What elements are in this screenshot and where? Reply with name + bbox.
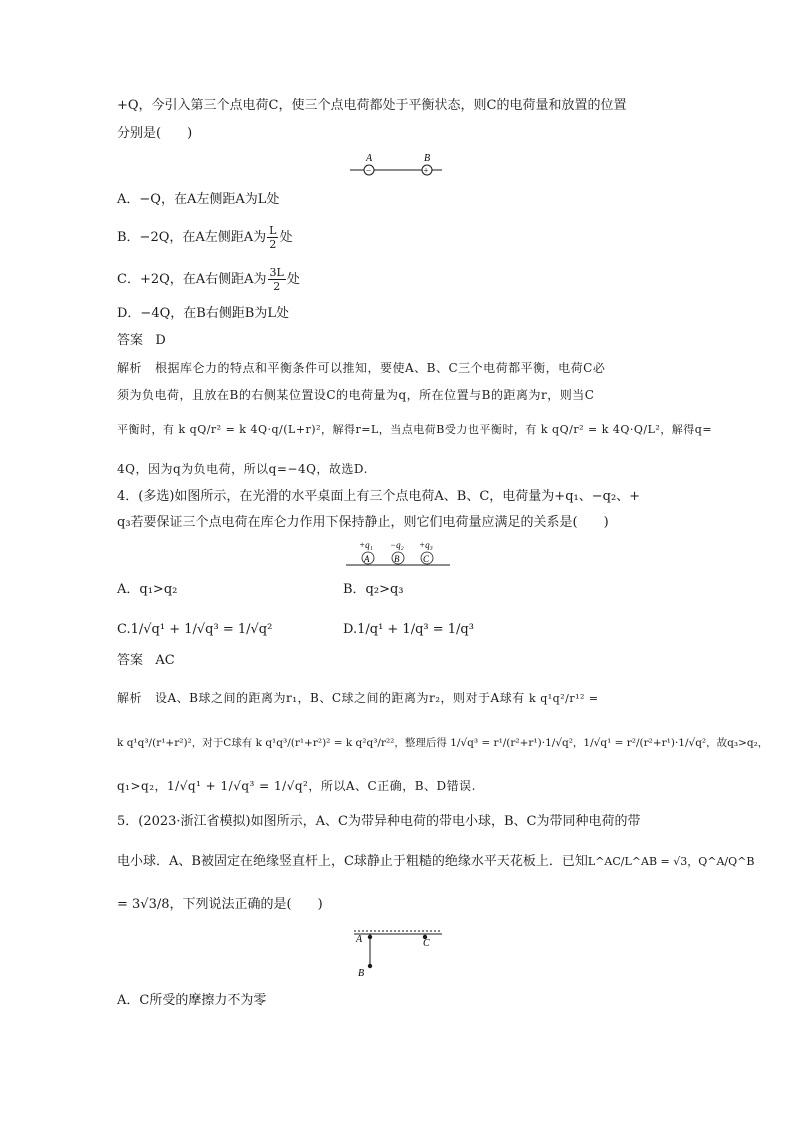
q4-figure-label-c: C [423, 554, 430, 564]
q4-analysis-line3: q₁>q₂，1/√q¹ + 1/√q³ = 1/√q²，所以A、C正确，B、D错误. [117, 779, 476, 793]
q4-stem-line2: q₃若要保证三个点电荷在库仑力作用下保持静止，则它们电荷量应满足的关系是( ) [117, 515, 609, 530]
q4-figure [342, 537, 452, 569]
q4-analysis-line1: 解析 设A、B球之间的距离为r₁，B、C球之间的距离为r₂，则对于A球有 k q¹q²/r¹² = [117, 691, 599, 705]
q4-option-c: C.1/√q¹ + 1/√q³ = 1/√q² [117, 622, 273, 637]
q3-stem-line1: +Q，今引入第三个点电荷C，使三个点电荷都处于平衡状态，则C的电荷量和放置的位置 [117, 98, 627, 113]
q5-figure-label-a: A [356, 934, 363, 945]
q4-option-a: A．q₁>q₂ [117, 582, 178, 597]
q4-option-b: B．q₂>q₃ [343, 582, 404, 597]
q3-analysis-line1: 解析 根据库仑力的特点和平衡条件可以推知，要使A、B、C三个电荷都平衡，电荷C必 [117, 361, 606, 375]
q4-figure-charge-a: +q₁ [359, 540, 373, 550]
q5-figure [348, 926, 448, 982]
q3-answer: 答案 D [117, 333, 166, 348]
q4-figure-label-a: A [364, 554, 370, 564]
q3-figure-sign-b: + [423, 165, 429, 176]
q3-option-d: D．−4Q，在B右侧距B为L处 [117, 306, 289, 321]
q5-figure-label-c: C [423, 938, 430, 949]
q5-option-a: A．C所受的摩擦力不为零 [117, 993, 267, 1008]
q3-figure-label-b: B [424, 153, 431, 164]
q3-option-b: B．−2Q，在A左侧距A为 $\frac{L}{2}$ 处 [117, 224, 293, 251]
q3-figure-label-a: A [366, 153, 373, 164]
q5-stem-line1: 5．(2023·浙江省模拟)如图所示，A、C为带异种电荷的带电小球，B、C为带同种电荷的带 [117, 814, 641, 829]
q4-figure-charge-b: −q₂ [390, 540, 404, 550]
q4-figure-label-b: B [394, 554, 400, 564]
q5-figure-label-b: B [358, 968, 365, 979]
q3-figure [346, 150, 446, 178]
q4-figure-charge-c: +q₃ [419, 540, 433, 550]
q3-option-a: A．−Q，在A左侧距A为L处 [117, 192, 280, 207]
q3-analysis-line4: 4Q，因为q为负电荷，所以q=−4Q，故选D. [117, 462, 368, 476]
q4-option-d: D.1/q¹ + 1/q³ = 1/q³ [343, 622, 474, 637]
q3-option-c: C．+2Q，在A右侧距A为 $\frac{3L}{2}$ 处 [117, 266, 300, 293]
q4-analysis-line2: k q¹q³/(r¹+r²)²，对于C球有 k q¹q³/(r¹+r²)² = k q²q³/r²²，整理后得 1/√q³ = r¹/(r²+r¹)·1/√q²，1/√q¹ = r²/(r²+r¹)·1/√q²，故q₃>q₂， [117, 737, 769, 749]
q5-stem-line3: = 3√3/8，下列说法正确的是( ) [117, 897, 323, 912]
q3-analysis-line3: 平衡时，有 k qQ/r² = k 4Q·q/(L+r)²，解得r=L，当点电荷B受力也平衡时，有 k qQ/r² = k 4Q·Q/L²，解得q= [117, 423, 713, 436]
q3-figure-sign-a: − [366, 165, 372, 176]
q5-stem-line2: 电小球．A、B被固定在绝缘竖直杆上，C球静止于粗糙的绝缘水平天花板上．已知L^AC/L^AB = √3，Q^A/Q^B [117, 854, 755, 869]
q4-stem-line1: 4．(多选)如图所示，在光滑的水平桌面上有三个点电荷A、B、C，电荷量为+q₁、−q₂、+ [117, 489, 641, 504]
q3-analysis-line2: 须为负电荷，且放在B的右侧某位置设C的电荷量为q，所在位置与B的距离为r，则当C [117, 388, 595, 402]
q4-answer: 答案 AC [117, 653, 175, 668]
q3-stem-line2: 分别是( ) [117, 126, 193, 141]
